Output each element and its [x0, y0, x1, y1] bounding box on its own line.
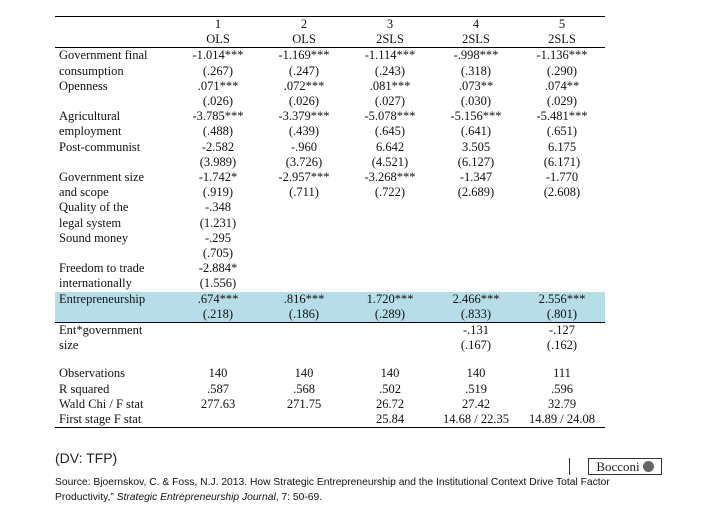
cell-value: .587 — [207, 381, 229, 396]
cell-value: (.267) — [202, 63, 234, 78]
cell-value — [175, 338, 261, 353]
cell-value: 6.175 — [547, 139, 577, 154]
cell-value: (.641) — [460, 124, 492, 139]
row-label: internationally — [59, 276, 132, 291]
table-row — [55, 185, 605, 200]
row-label: Ent*government — [55, 323, 175, 339]
cell-value — [347, 216, 433, 231]
cell-value: (.651) — [546, 124, 578, 139]
cell-value: (.439) — [288, 124, 320, 139]
cell-value: .674*** — [175, 292, 261, 307]
cell-value — [347, 261, 433, 276]
cell-value: (2.689) — [457, 185, 495, 200]
cell-value: (.722) — [374, 185, 406, 200]
table-row — [55, 261, 605, 276]
column-number-row — [55, 17, 605, 33]
table-row — [55, 412, 605, 428]
cell-value: (.711) — [289, 185, 319, 200]
row-label — [55, 155, 175, 170]
cell-value — [347, 246, 433, 261]
source-prefix: Source: Bjoernskov, C. & Foss, N.J. 2013. How Strategic Entrepreneurship and the Institutional Context Drive Total Factor Productivity,” — [55, 477, 610, 503]
cell-value — [261, 216, 347, 231]
cell-value: (.318) — [460, 63, 492, 78]
cell-value: (.026) — [202, 94, 234, 109]
column-method-row — [55, 32, 605, 48]
cell-value — [433, 231, 519, 246]
row-label: Government final — [59, 48, 148, 63]
cell-value: (.289) — [347, 307, 433, 323]
cell-value: -3.379*** — [278, 109, 330, 124]
cell-value — [347, 200, 433, 215]
table-row — [55, 366, 605, 381]
cell-value: 14.89 / 24.08 — [519, 412, 605, 428]
table-row — [55, 94, 605, 109]
cell-value: -2.957*** — [278, 170, 330, 185]
cell-value: (.243) — [374, 63, 406, 78]
cell-value — [433, 216, 519, 231]
cell-value: (.919) — [202, 185, 234, 200]
cell-value: (.030) — [460, 94, 492, 109]
cell-value: 271.75 — [286, 396, 322, 411]
row-label: Freedom to trade — [59, 261, 145, 276]
cell-value: -.998*** — [453, 48, 499, 63]
cell-value: -5.156*** — [450, 109, 502, 124]
table-row — [55, 246, 605, 261]
cell-value: -1.770 — [545, 170, 579, 185]
column-number: 1 — [175, 17, 261, 33]
table-row — [55, 140, 605, 155]
cell-value: 140 — [294, 366, 314, 381]
column-number: 2 — [261, 17, 347, 33]
table-row — [55, 155, 605, 170]
row-label: and scope — [59, 185, 109, 200]
row-label: size — [59, 338, 79, 353]
cell-value — [433, 200, 519, 215]
cell-value: -.348 — [204, 200, 232, 215]
cell-value — [519, 246, 605, 261]
cell-value: -3.268*** — [364, 170, 416, 185]
cell-value — [347, 338, 433, 353]
statistics-rows — [55, 353, 605, 427]
table-row — [55, 276, 605, 291]
regression-table — [55, 16, 605, 428]
cell-value: (.833) — [433, 307, 519, 323]
cell-value: .568 — [293, 381, 315, 396]
column-method: 2SLS — [347, 32, 433, 48]
row-label: Sound money — [59, 230, 129, 245]
source-citation — [55, 475, 615, 505]
column-number: 3 — [347, 17, 433, 33]
cell-value: .596 — [551, 381, 573, 396]
seal-icon — [643, 461, 654, 472]
entrepreneurship-rows — [55, 292, 605, 323]
cell-value: 2.556*** — [519, 292, 605, 307]
row-label: consumption — [59, 63, 124, 78]
cell-value: -1.742* — [198, 170, 238, 185]
cell-value — [175, 323, 261, 339]
row-label: Agricultural — [59, 109, 121, 124]
cell-value: -.960 — [290, 139, 318, 154]
cell-value: (.029) — [546, 94, 578, 109]
cell-value: -1.114*** — [364, 48, 416, 63]
cell-value: -2.582 — [201, 139, 235, 154]
table-row — [55, 323, 605, 339]
cell-value: (1.231) — [199, 215, 237, 230]
cell-value — [261, 276, 347, 291]
cell-value: -5.481*** — [536, 109, 588, 124]
cell-value — [519, 261, 605, 276]
cell-value: 111 — [553, 366, 571, 381]
spacer-row — [55, 353, 605, 366]
cell-value: (.186) — [261, 307, 347, 323]
table-row — [55, 397, 605, 412]
cell-value: (.167) — [460, 338, 492, 353]
cell-value: 1.720*** — [347, 292, 433, 307]
table-row — [55, 216, 605, 231]
cell-value: 14.68 / 22.35 — [433, 412, 519, 428]
column-method: 2SLS — [433, 32, 519, 48]
cell-value: -.131 — [433, 323, 519, 339]
cell-value: .816*** — [261, 292, 347, 307]
column-number: 4 — [433, 17, 519, 33]
cell-value: .502 — [379, 381, 401, 396]
cell-value — [347, 323, 433, 339]
cell-value: 25.84 — [347, 412, 433, 428]
table-row — [55, 231, 605, 246]
row-label: Post-communist — [59, 139, 141, 154]
cell-value — [261, 323, 347, 339]
cell-value: (.705) — [202, 246, 234, 261]
cell-value: -1.169*** — [278, 48, 330, 63]
cell-value: 140 — [380, 366, 400, 381]
cell-value: 26.72 — [375, 396, 405, 411]
cell-value: .072*** — [283, 78, 325, 93]
cell-value: 140 — [208, 366, 228, 381]
row-label: Quality of the — [59, 200, 129, 215]
cell-value — [261, 261, 347, 276]
cell-value: -.295 — [204, 230, 232, 245]
coefficient-rows — [55, 48, 605, 292]
row-label: Openness — [59, 78, 108, 93]
cell-value — [433, 261, 519, 276]
row-label: Observations — [59, 366, 125, 381]
logo-text: Bocconi — [596, 458, 640, 474]
cell-value: -.127 — [519, 323, 605, 339]
cell-value — [519, 200, 605, 215]
cell-value: (.218) — [175, 307, 261, 323]
cell-value: (.247) — [288, 63, 320, 78]
column-method: OLS — [261, 32, 347, 48]
cell-value — [261, 338, 347, 353]
logo-divider — [569, 458, 570, 475]
cell-value: -1.136*** — [536, 48, 588, 63]
table-row — [55, 382, 605, 397]
cell-value: .519 — [465, 381, 487, 396]
cell-value: 6.642 — [375, 139, 405, 154]
table-row — [55, 170, 605, 185]
row-label — [55, 246, 175, 261]
table-row — [55, 109, 605, 124]
dependent-variable-note: (DV: TFP) — [55, 450, 118, 466]
cell-value: (.027) — [374, 94, 406, 109]
table-row — [55, 64, 605, 79]
cell-value — [261, 246, 347, 261]
cell-value: (.645) — [374, 124, 406, 139]
cell-value: (.290) — [546, 63, 578, 78]
cell-value: (6.127) — [457, 154, 495, 169]
cell-value: 2.466*** — [433, 292, 519, 307]
cell-value: -3.785*** — [192, 109, 244, 124]
cell-value — [347, 276, 433, 291]
cell-value: 140 — [466, 366, 486, 381]
source-suffix: , 7: 50-69. — [275, 492, 323, 503]
cell-value: .073** — [458, 78, 494, 93]
cell-value: .081*** — [369, 78, 411, 93]
row-label: Government size — [59, 170, 145, 185]
row-label — [55, 94, 175, 109]
cell-value — [433, 276, 519, 291]
cell-value — [519, 276, 605, 291]
cell-value: (.026) — [288, 94, 320, 109]
cell-value: -1.347 — [459, 170, 493, 185]
cell-value: (.488) — [202, 124, 234, 139]
interaction-rows — [55, 323, 605, 354]
column-method: OLS — [175, 32, 261, 48]
cell-value: (6.171) — [543, 154, 581, 169]
source-journal: Strategic Entrepreneurship Journal — [116, 492, 276, 503]
cell-value: -5.078*** — [364, 109, 416, 124]
table-row — [55, 307, 605, 323]
table-row — [55, 48, 605, 64]
cell-value: (2.608) — [543, 185, 581, 200]
cell-value — [261, 412, 347, 428]
table-row — [55, 338, 605, 353]
cell-value: 277.63 — [200, 396, 236, 411]
cell-value: 32.79 — [547, 396, 577, 411]
row-label: R squared — [59, 381, 110, 396]
column-number: 5 — [519, 17, 605, 33]
cell-value: (1.556) — [199, 276, 237, 291]
cell-value: 27.42 — [461, 396, 491, 411]
cell-value — [433, 246, 519, 261]
cell-value: .071*** — [197, 78, 239, 93]
table-row — [55, 79, 605, 94]
cell-value: -2.884* — [198, 261, 238, 276]
table-row — [55, 200, 605, 215]
cell-value: (4.521) — [371, 154, 409, 169]
row-label: Entrepreneurship — [55, 292, 175, 307]
cell-value: (.801) — [519, 307, 605, 323]
cell-value — [261, 200, 347, 215]
row-label: legal system — [59, 215, 122, 230]
cell-value: (3.989) — [199, 154, 237, 169]
row-label: First stage F stat — [55, 412, 175, 428]
cell-value — [347, 231, 433, 246]
row-label: employment — [59, 124, 122, 139]
row-label: Wald Chi / F stat — [59, 396, 144, 411]
table-row — [55, 124, 605, 139]
cell-value: -1.014*** — [192, 48, 244, 63]
row-label — [55, 307, 175, 323]
cell-value: (.162) — [546, 338, 578, 353]
regression-table-container — [55, 16, 605, 428]
cell-value: 3.505 — [461, 139, 491, 154]
cell-value — [519, 231, 605, 246]
cell-value — [261, 231, 347, 246]
cell-value: (3.726) — [285, 154, 323, 169]
table-row — [55, 292, 605, 307]
bocconi-logo — [588, 458, 662, 475]
column-method: 2SLS — [519, 32, 605, 48]
cell-value: .074** — [544, 78, 580, 93]
cell-value — [519, 216, 605, 231]
cell-value — [175, 412, 261, 428]
